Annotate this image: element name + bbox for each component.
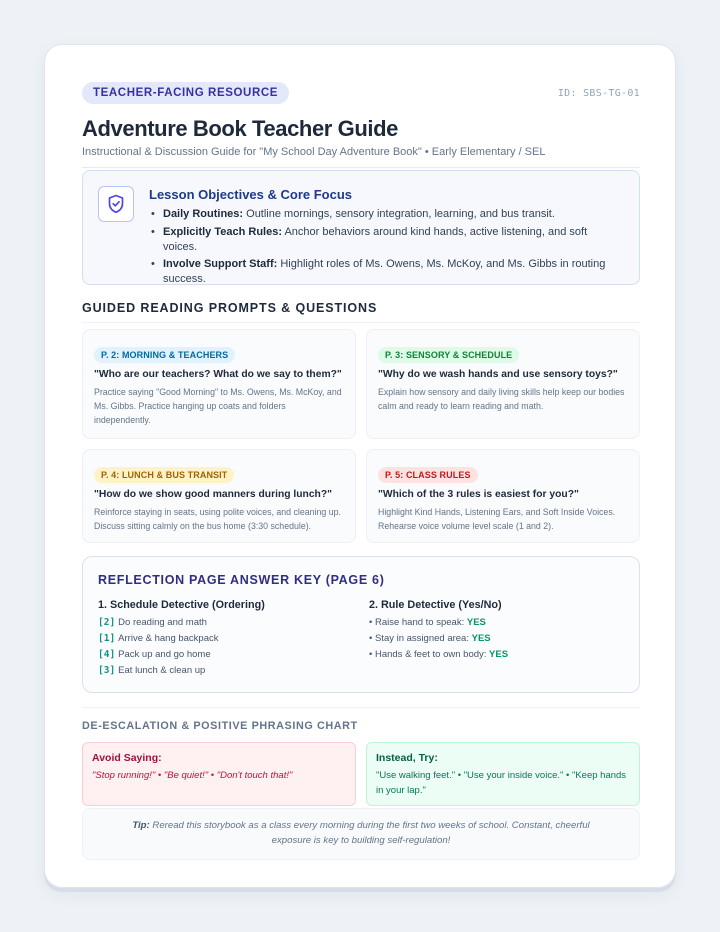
order-number: [2]: [98, 617, 116, 628]
objectives-list: [149, 207, 619, 287]
page-tag: P. 4: LUNCH & BUS TRANSIT: [94, 467, 234, 483]
prompt-question: "Who are our teachers? What do we say to them?": [94, 369, 342, 380]
page-tag: P. 5: CLASS RULES: [378, 467, 478, 483]
prompts-grid: [82, 329, 640, 543]
page-subtitle: Instructional & Discussion Guide for "My School Day Adventure Book" • Early Elementary / SEL: [82, 146, 546, 158]
page-title: Adventure Book Teacher Guide: [82, 116, 399, 141]
try-title: Instead, Try:: [376, 752, 438, 764]
objective-item: [149, 207, 619, 222]
rule-item: [369, 631, 624, 647]
rule-answer: YES: [466, 617, 486, 628]
schedule-item: [98, 631, 369, 647]
objective-label: Involve Support Staff:: [163, 258, 278, 270]
objective-item: [149, 225, 619, 255]
schedule-item: [98, 647, 369, 663]
objective-label: Explicitly Teach Rules:: [163, 225, 283, 238]
schedule-item: [98, 615, 369, 631]
order-text: Arrive & hang backpack: [118, 633, 219, 644]
resource-badge: TEACHER-FACING RESOURCE: [82, 82, 289, 104]
rule-answer: YES: [489, 649, 509, 660]
order-text: Do reading and math: [118, 617, 207, 628]
document-id: ID: SBS-TG-01: [557, 87, 640, 99]
prompt-guidance: Explain how sensory and daily living skills help keep our bodies calm and ready to learn reading and math.: [378, 387, 625, 411]
order-number: [4]: [98, 649, 116, 660]
prompt-card-sensory: [366, 329, 640, 439]
prompt-guidance: Reinforce staying in seats, using polite voices, and cleaning up. Discuss sitting calmly on the bus home (3:30 schedule).: [94, 507, 341, 531]
objectives-panel: [82, 170, 640, 285]
objectives-title: Lesson Objectives & Core Focus: [149, 187, 353, 202]
tip-label: Tip:: [132, 820, 150, 831]
prompts-heading: GUIDED READING PROMPTS & QUESTIONS: [82, 301, 378, 315]
deescalation-heading: DE-ESCALATION & POSITIVE PHRASING CHART: [82, 720, 358, 732]
teacher-guide-card: [44, 44, 676, 888]
answer-key-panel: [82, 556, 640, 693]
prompt-card-lunch: [82, 449, 356, 543]
avoid-saying-box: [82, 742, 356, 806]
instead-try-box: [366, 742, 640, 806]
objective-text: Outline mornings, sensory integration, learning, and bus transit.: [243, 208, 555, 220]
objective-text: Highlight roles of Ms. Owens, Ms. McKoy, and Ms. Gibbs in routing success.: [163, 258, 606, 285]
rules-title: 2. Rule Detective (Yes/No): [369, 599, 502, 611]
objectives-body: [149, 187, 619, 290]
objective-text: Anchor behaviors around kind hands, active listening, and soft voices.: [163, 225, 588, 253]
guide-content: [82, 82, 640, 860]
rule-item: [369, 615, 624, 631]
divider: [82, 322, 640, 323]
schedule-detective: [98, 598, 369, 679]
header-row: [82, 82, 640, 104]
prompt-card-rules: [366, 449, 640, 543]
tip-box: [82, 808, 640, 860]
order-number: [3]: [98, 665, 116, 676]
try-text: "Use walking feet." • "Use your inside voice." • "Keep hands in your lap.": [376, 770, 627, 796]
rule-item: [369, 647, 624, 663]
schedule-title: 1. Schedule Detective (Ordering): [98, 599, 265, 611]
prompt-card-morning: [82, 329, 356, 439]
answer-key-columns: [98, 598, 624, 679]
rule-answer: YES: [471, 633, 491, 644]
objective-label: Daily Routines:: [163, 208, 244, 220]
schedule-item: [98, 663, 369, 679]
order-number: [1]: [98, 633, 116, 644]
order-text: Eat lunch & clean up: [118, 665, 206, 676]
rule-text: • Stay in assigned area:: [369, 633, 472, 644]
order-text: Pack up and go home: [118, 649, 211, 660]
avoid-title: Avoid Saying:: [92, 752, 162, 764]
avoid-text: "Stop running!" • "Be quiet!" • "Don't touch that!": [92, 770, 293, 781]
shield-check-icon: [98, 186, 134, 222]
phrasing-chart: [82, 742, 640, 806]
prompt-question: "Why do we wash hands and use sensory toys?": [378, 369, 618, 380]
divider: [82, 167, 640, 168]
tip-text: Reread this storybook as a class every morning during the first two weeks of school. Constant, cheerful exposure is key to building self-regulation!: [149, 820, 590, 846]
prompt-question: "Which of the 3 rules is easiest for you?": [378, 489, 579, 500]
prompt-question: "How do we show good manners during lunch?": [94, 489, 333, 500]
divider: [82, 707, 640, 708]
rule-text: • Raise hand to speak:: [369, 617, 467, 628]
prompt-guidance: Practice saying "Good Morning" to Ms. Owens, Ms. McKoy, and Ms. Gibbs. Practice hanging up coats and folders independently.: [94, 387, 342, 425]
rule-detective: [369, 598, 624, 679]
answer-key-title: REFLECTION PAGE ANSWER KEY (PAGE 6): [98, 573, 385, 587]
rule-text: • Hands & feet to own body:: [369, 649, 490, 660]
page-tag: P. 2: MORNING & TEACHERS: [94, 347, 235, 363]
prompt-guidance: Highlight Kind Hands, Listening Ears, and Soft Inside Voices. Rehearse voice volume level scale (1 and 2).: [378, 507, 616, 531]
page-tag: P. 3: SENSORY & SCHEDULE: [378, 347, 519, 363]
objective-item: [149, 257, 619, 287]
